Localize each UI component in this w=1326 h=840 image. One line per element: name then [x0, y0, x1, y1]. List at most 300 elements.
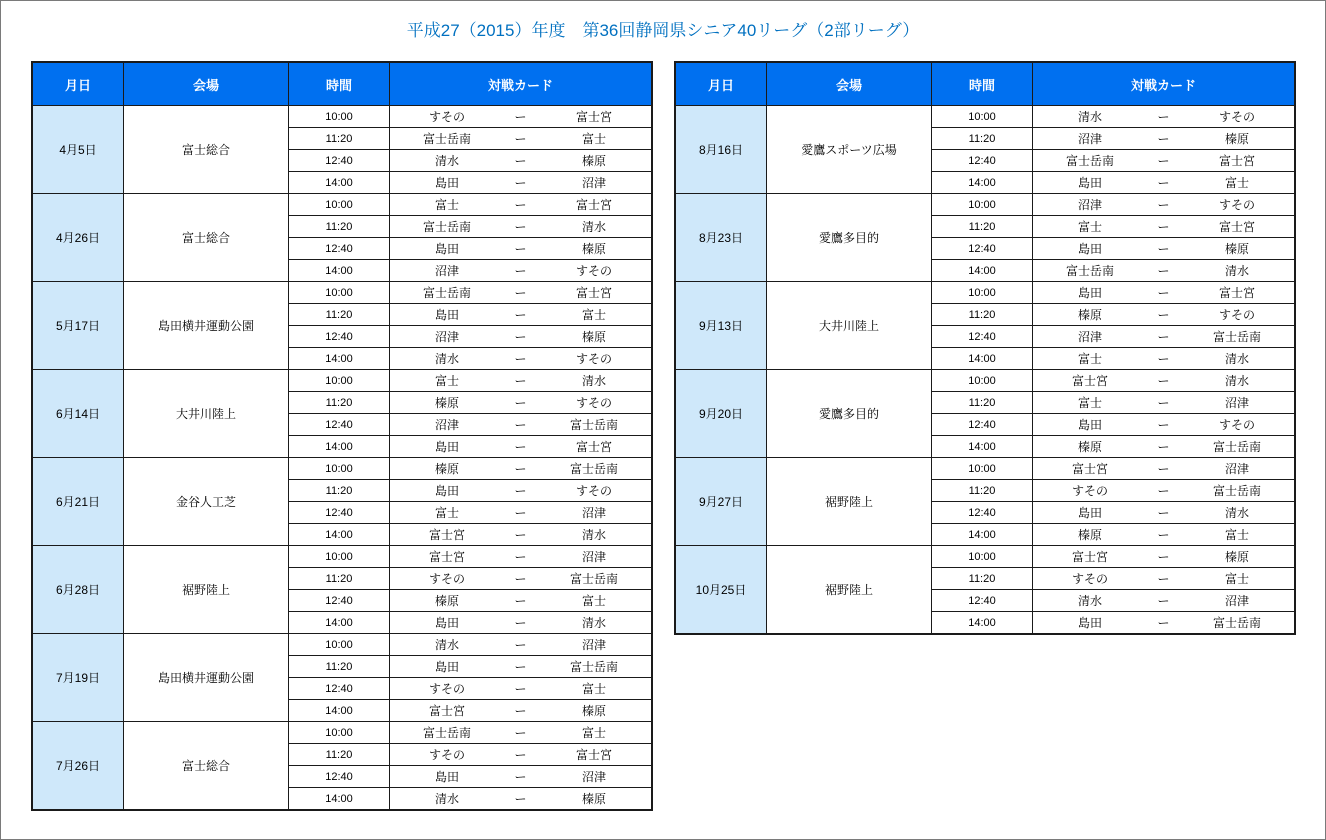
away-team: すその — [1218, 197, 1255, 212]
time-cell: 11:20 — [289, 744, 389, 765]
home-team: 島田 — [1077, 615, 1102, 630]
time-cell: 11:20 — [932, 568, 1032, 589]
time-cell: 12:40 — [289, 590, 389, 611]
away-team: 富士 — [581, 131, 606, 146]
date-cell: 8月23日 — [676, 194, 766, 281]
match-separator: ー — [514, 747, 527, 762]
match-separator: ー — [514, 153, 527, 168]
match-separator: ー — [514, 681, 527, 696]
match-separator: ー — [514, 703, 527, 718]
match-separator: ー — [514, 395, 527, 410]
match-separator: ー — [1157, 527, 1170, 542]
match-separator: ー — [1157, 395, 1170, 410]
match-cell — [1033, 414, 1294, 435]
away-team: 榛原 — [581, 791, 606, 806]
venue-cell: 裾野陸上 — [767, 458, 931, 545]
match-separator: ー — [514, 373, 527, 388]
match-cell — [1033, 546, 1294, 567]
match-separator: ー — [1157, 153, 1170, 168]
home-team: 富士宮 — [1071, 461, 1108, 476]
time-cell: 14:00 — [289, 172, 389, 193]
match-cell — [390, 656, 651, 677]
header-date: 月日 — [676, 63, 766, 105]
match-separator: ー — [1157, 505, 1170, 520]
match-cell — [1033, 172, 1294, 193]
time-cell: 14:00 — [932, 172, 1032, 193]
away-team: 沼津 — [581, 637, 606, 652]
away-team: 沼津 — [1224, 593, 1249, 608]
match-separator: ー — [1157, 329, 1170, 344]
away-team: 富士岳南 — [1212, 439, 1261, 454]
match-separator: ー — [514, 329, 527, 344]
time-cell: 10:00 — [932, 458, 1032, 479]
home-team: 榛原 — [1077, 527, 1102, 542]
home-team: 富士宮 — [428, 703, 465, 718]
match-cell — [390, 172, 651, 193]
match-separator: ー — [514, 615, 527, 630]
time-cell: 14:00 — [289, 348, 389, 369]
away-team: 沼津 — [581, 769, 606, 784]
time-cell: 10:00 — [289, 458, 389, 479]
date-cell: 10月25日 — [676, 546, 766, 633]
time-cell: 12:40 — [289, 414, 389, 435]
away-team: 沼津 — [581, 175, 606, 190]
away-team: 清水 — [1224, 351, 1249, 366]
time-cell: 12:40 — [289, 238, 389, 259]
home-team: すその — [428, 681, 465, 696]
match-cell — [1033, 128, 1294, 149]
date-cell: 6月21日 — [33, 458, 123, 545]
home-team: 榛原 — [1077, 307, 1102, 322]
match-cell — [1033, 304, 1294, 325]
home-team: 島田 — [1077, 417, 1102, 432]
home-team: すその — [1071, 483, 1108, 498]
match-cell — [1033, 392, 1294, 413]
match-cell — [390, 590, 651, 611]
away-team: 富士宮 — [575, 109, 612, 124]
match-cell — [390, 766, 651, 787]
time-cell: 10:00 — [932, 546, 1032, 567]
away-team: すその — [1218, 307, 1255, 322]
home-team: 榛原 — [1077, 439, 1102, 454]
match-cell — [1033, 458, 1294, 479]
time-cell: 11:20 — [289, 216, 389, 237]
home-team: 富士 — [1077, 219, 1102, 234]
match-separator: ー — [514, 351, 527, 366]
time-cell: 10:00 — [289, 106, 389, 127]
home-team: 富士岳南 — [422, 131, 471, 146]
away-team: 沼津 — [581, 549, 606, 564]
home-team: 清水 — [434, 153, 459, 168]
match-cell — [390, 150, 651, 171]
match-cell — [1033, 568, 1294, 589]
away-team: 沼津 — [1224, 395, 1249, 410]
match-cell — [1033, 260, 1294, 281]
match-separator: ー — [514, 241, 527, 256]
date-cell: 4月5日 — [33, 106, 123, 193]
match-separator: ー — [514, 769, 527, 784]
header-time: 時間 — [289, 63, 389, 105]
home-team: 清水 — [1077, 593, 1102, 608]
venue-cell: 富士総合 — [124, 194, 288, 281]
match-cell — [390, 546, 651, 567]
match-separator: ー — [514, 725, 527, 740]
match-separator: ー — [1157, 197, 1170, 212]
time-cell: 10:00 — [932, 370, 1032, 391]
match-cell — [390, 722, 651, 743]
home-team: 富士宮 — [428, 549, 465, 564]
date-cell: 6月28日 — [33, 546, 123, 633]
away-team: 榛原 — [1224, 549, 1249, 564]
home-team: 沼津 — [1077, 197, 1102, 212]
time-cell: 10:00 — [932, 282, 1032, 303]
home-team: 清水 — [434, 637, 459, 652]
header-match: 対戦カード — [390, 63, 651, 105]
away-team: 富士岳南 — [569, 659, 618, 674]
match-separator: ー — [514, 549, 527, 564]
match-cell — [390, 326, 651, 347]
date-cell: 9月20日 — [676, 370, 766, 457]
home-team: 富士岳南 — [422, 219, 471, 234]
match-separator: ー — [514, 659, 527, 674]
match-cell — [390, 194, 651, 215]
away-team: 清水 — [581, 219, 606, 234]
time-cell: 10:00 — [932, 194, 1032, 215]
time-cell: 14:00 — [289, 524, 389, 545]
match-cell — [1033, 326, 1294, 347]
venue-cell: 金谷人工芝 — [124, 458, 288, 545]
away-team: 清水 — [581, 527, 606, 542]
header-venue: 会場 — [767, 63, 931, 105]
match-separator: ー — [514, 571, 527, 586]
home-team: 富士 — [1077, 351, 1102, 366]
match-cell — [390, 282, 651, 303]
away-team: 富士 — [1224, 175, 1249, 190]
venue-cell: 島田横井運動公園 — [124, 282, 288, 369]
time-cell: 12:40 — [932, 502, 1032, 523]
venue-cell: 愛鷹多目的 — [767, 370, 931, 457]
match-separator: ー — [1157, 175, 1170, 190]
away-team: 沼津 — [1224, 461, 1249, 476]
home-team: 島田 — [1077, 241, 1102, 256]
time-cell: 14:00 — [932, 524, 1032, 545]
time-cell: 12:40 — [932, 326, 1032, 347]
time-cell: 10:00 — [289, 194, 389, 215]
time-cell: 11:20 — [932, 480, 1032, 501]
schedule-table-right — [674, 61, 1296, 635]
away-team: 富士岳南 — [569, 571, 618, 586]
time-cell: 11:20 — [932, 216, 1032, 237]
away-team: 富士宮 — [1218, 219, 1255, 234]
time-cell: 11:20 — [932, 128, 1032, 149]
away-team: 沼津 — [581, 505, 606, 520]
venue-cell: 愛鷹スポーツ広場 — [767, 106, 931, 193]
match-cell — [1033, 502, 1294, 523]
time-cell: 11:20 — [289, 480, 389, 501]
home-team: 富士岳南 — [1065, 263, 1114, 278]
time-cell: 11:20 — [289, 392, 389, 413]
time-cell: 14:00 — [932, 436, 1032, 457]
home-team: 富士岳南 — [422, 285, 471, 300]
away-team: 富士宮 — [575, 285, 612, 300]
venue-cell: 富士総合 — [124, 106, 288, 193]
time-cell: 14:00 — [289, 788, 389, 809]
match-separator: ー — [1157, 483, 1170, 498]
date-cell: 7月19日 — [33, 634, 123, 721]
away-team: すその — [1218, 109, 1255, 124]
venue-cell: 大井川陸上 — [767, 282, 931, 369]
away-team: 富士宮 — [575, 197, 612, 212]
home-team: 島田 — [1077, 175, 1102, 190]
schedule-table-left — [31, 61, 653, 811]
home-team: 榛原 — [434, 395, 459, 410]
time-cell: 14:00 — [289, 700, 389, 721]
away-team: 榛原 — [1224, 131, 1249, 146]
home-team: 島田 — [1077, 285, 1102, 300]
venue-cell: 裾野陸上 — [124, 546, 288, 633]
match-separator: ー — [514, 263, 527, 278]
venue-cell: 裾野陸上 — [767, 546, 931, 633]
away-team: 清水 — [581, 615, 606, 630]
time-cell: 11:20 — [289, 128, 389, 149]
away-team: 富士岳南 — [1212, 483, 1261, 498]
away-team: 清水 — [581, 373, 606, 388]
home-team: 沼津 — [434, 263, 459, 278]
match-separator: ー — [514, 593, 527, 608]
match-separator: ー — [514, 791, 527, 806]
header-time: 時間 — [932, 63, 1032, 105]
away-team: 富士 — [1224, 571, 1249, 586]
page-title: 平成27（2015）年度 第36回静岡県シニア40リーグ（2部リーグ） — [406, 21, 920, 40]
home-team: 富士宮 — [1071, 373, 1108, 388]
match-cell — [390, 128, 651, 149]
match-cell — [390, 678, 651, 699]
match-cell — [390, 106, 651, 127]
match-cell — [390, 392, 651, 413]
away-team: 清水 — [1224, 373, 1249, 388]
away-team: 富士岳南 — [1212, 615, 1261, 630]
match-separator: ー — [1157, 461, 1170, 476]
match-cell — [1033, 194, 1294, 215]
header-match: 対戦カード — [1033, 63, 1294, 105]
venue-cell: 島田横井運動公園 — [124, 634, 288, 721]
match-cell — [390, 414, 651, 435]
home-team: 島田 — [434, 307, 459, 322]
match-separator: ー — [1157, 285, 1170, 300]
match-separator: ー — [1157, 417, 1170, 432]
header-venue: 会場 — [124, 63, 288, 105]
home-team: 島田 — [434, 483, 459, 498]
time-cell: 12:40 — [289, 502, 389, 523]
match-cell — [1033, 150, 1294, 171]
away-team: 富士 — [581, 725, 606, 740]
match-cell — [390, 634, 651, 655]
time-cell: 14:00 — [289, 436, 389, 457]
home-team: 富士岳南 — [422, 725, 471, 740]
time-cell: 10:00 — [932, 106, 1032, 127]
home-team: 清水 — [434, 351, 459, 366]
match-cell — [390, 612, 651, 633]
away-team: 富士宮 — [575, 747, 612, 762]
match-separator: ー — [514, 175, 527, 190]
away-team: 榛原 — [581, 703, 606, 718]
match-separator: ー — [514, 505, 527, 520]
date-cell: 7月26日 — [33, 722, 123, 809]
match-cell — [1033, 370, 1294, 391]
match-cell — [390, 348, 651, 369]
time-cell: 11:20 — [289, 304, 389, 325]
match-separator: ー — [1157, 131, 1170, 146]
match-separator: ー — [1157, 373, 1170, 388]
venue-cell: 愛鷹多目的 — [767, 194, 931, 281]
match-cell — [390, 480, 651, 501]
away-team: すその — [575, 263, 612, 278]
match-separator: ー — [1157, 307, 1170, 322]
match-cell — [1033, 612, 1294, 633]
away-team: 富士宮 — [1218, 285, 1255, 300]
match-cell — [390, 502, 651, 523]
home-team: 島田 — [434, 241, 459, 256]
match-cell — [1033, 436, 1294, 457]
home-team: 富士 — [434, 505, 459, 520]
time-cell: 11:20 — [289, 656, 389, 677]
home-team: すその — [428, 571, 465, 586]
date-cell: 4月26日 — [33, 194, 123, 281]
home-team: 富士 — [434, 197, 459, 212]
home-team: 沼津 — [1077, 131, 1102, 146]
match-separator: ー — [1157, 593, 1170, 608]
match-separator: ー — [514, 439, 527, 454]
away-team: 富士岳南 — [569, 461, 618, 476]
match-separator: ー — [514, 637, 527, 652]
match-separator: ー — [1157, 219, 1170, 234]
home-team: 沼津 — [1077, 329, 1102, 344]
away-team: 富士宮 — [1218, 153, 1255, 168]
venue-cell: 富士総合 — [124, 722, 288, 809]
match-separator: ー — [514, 483, 527, 498]
time-cell: 14:00 — [932, 348, 1032, 369]
time-cell: 12:40 — [289, 326, 389, 347]
match-cell — [390, 788, 651, 809]
match-cell — [390, 458, 651, 479]
match-separator: ー — [1157, 263, 1170, 278]
away-team: すその — [575, 351, 612, 366]
time-cell: 14:00 — [932, 612, 1032, 633]
time-cell: 11:20 — [932, 304, 1032, 325]
time-cell: 10:00 — [289, 546, 389, 567]
match-separator: ー — [1157, 615, 1170, 630]
home-team: 富士 — [434, 373, 459, 388]
away-team: 榛原 — [581, 153, 606, 168]
home-team: 清水 — [434, 791, 459, 806]
date-cell: 8月16日 — [676, 106, 766, 193]
time-cell: 14:00 — [932, 260, 1032, 281]
time-cell: 11:20 — [932, 392, 1032, 413]
match-cell — [390, 568, 651, 589]
home-team: 島田 — [1077, 505, 1102, 520]
time-cell: 12:40 — [932, 414, 1032, 435]
away-team: 富士 — [581, 681, 606, 696]
match-cell — [390, 260, 651, 281]
match-separator: ー — [1157, 241, 1170, 256]
away-team: 富士 — [1224, 527, 1249, 542]
venue-cell: 大井川陸上 — [124, 370, 288, 457]
match-separator: ー — [514, 109, 527, 124]
match-cell — [1033, 524, 1294, 545]
away-team: 榛原 — [581, 329, 606, 344]
match-cell — [1033, 216, 1294, 237]
home-team: 榛原 — [434, 461, 459, 476]
date-cell: 9月27日 — [676, 458, 766, 545]
time-cell: 10:00 — [289, 282, 389, 303]
time-cell: 12:40 — [289, 150, 389, 171]
match-cell — [1033, 480, 1294, 501]
time-cell: 12:40 — [932, 238, 1032, 259]
match-cell — [1033, 106, 1294, 127]
away-team: 清水 — [1224, 263, 1249, 278]
away-team: 富士岳南 — [1212, 329, 1261, 344]
match-cell — [390, 700, 651, 721]
match-cell — [1033, 238, 1294, 259]
match-cell — [1033, 348, 1294, 369]
match-separator: ー — [514, 307, 527, 322]
match-cell — [390, 216, 651, 237]
away-team: 富士 — [581, 593, 606, 608]
match-separator: ー — [514, 131, 527, 146]
match-separator: ー — [514, 219, 527, 234]
match-cell — [390, 304, 651, 325]
home-team: 島田 — [434, 769, 459, 784]
away-team: 清水 — [1224, 505, 1249, 520]
match-separator: ー — [514, 461, 527, 476]
match-separator: ー — [1157, 571, 1170, 586]
away-team: すその — [575, 395, 612, 410]
header-date: 月日 — [33, 63, 123, 105]
home-team: 榛原 — [434, 593, 459, 608]
match-separator: ー — [514, 417, 527, 432]
match-cell — [1033, 282, 1294, 303]
match-cell — [390, 370, 651, 391]
home-team: 清水 — [1077, 109, 1102, 124]
away-team: すその — [1218, 417, 1255, 432]
home-team: 沼津 — [434, 329, 459, 344]
match-separator: ー — [514, 527, 527, 542]
time-cell: 12:40 — [932, 150, 1032, 171]
time-cell: 12:40 — [289, 678, 389, 699]
home-team: 島田 — [434, 659, 459, 674]
match-separator: ー — [514, 197, 527, 212]
away-team: 富士宮 — [575, 439, 612, 454]
date-cell: 5月17日 — [33, 282, 123, 369]
home-team: 島田 — [434, 175, 459, 190]
time-cell: 10:00 — [289, 370, 389, 391]
time-cell: 10:00 — [289, 722, 389, 743]
home-team: すその — [1071, 571, 1108, 586]
away-team: 富士岳南 — [569, 417, 618, 432]
home-team: 富士 — [1077, 395, 1102, 410]
match-separator: ー — [514, 285, 527, 300]
home-team: 島田 — [434, 439, 459, 454]
match-separator: ー — [1157, 351, 1170, 366]
match-cell — [390, 238, 651, 259]
time-cell: 14:00 — [289, 612, 389, 633]
away-team: 榛原 — [1224, 241, 1249, 256]
home-team: すその — [428, 747, 465, 762]
match-cell — [390, 524, 651, 545]
away-team: 榛原 — [581, 241, 606, 256]
date-cell: 6月14日 — [33, 370, 123, 457]
time-cell: 10:00 — [289, 634, 389, 655]
